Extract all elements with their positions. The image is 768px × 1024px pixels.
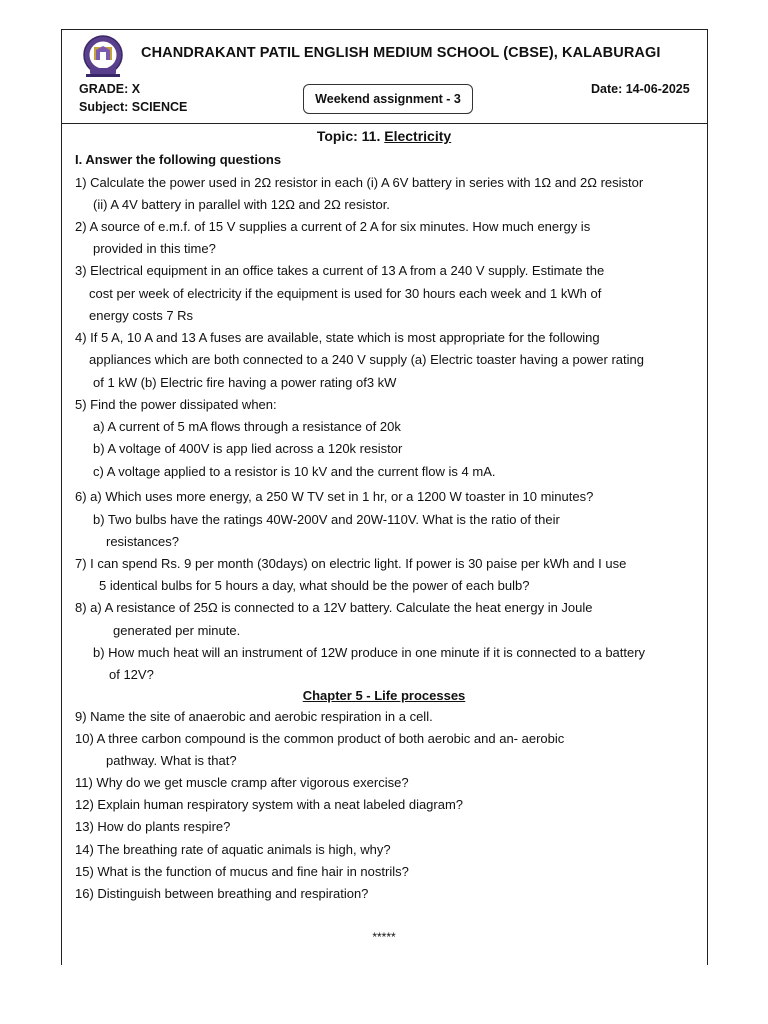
page-border-left [61, 29, 62, 965]
question-line: 2) A source of e.m.f. of 15 V supplies a current of 2 A for six minutes. How much energy is [75, 219, 591, 234]
topic-name: Electricity [384, 128, 452, 144]
question-line: 6) a) Which uses more energy, a 250 W TV set in 1 hr, or a 1200 W toaster in 10 minutes? [75, 489, 594, 504]
question-line: 16) Distinguish between breathing and respiration? [75, 886, 369, 901]
question-line: of 12V? [109, 667, 154, 682]
chapter-title: Chapter 5 - Life processes [302, 688, 466, 703]
question-line: a) A current of 5 mA flows through a resistance of 20k [93, 419, 401, 434]
question-line: 3) Electrical equipment in an office takes a current of 13 A from a 240 V supply. Estimate the [75, 263, 605, 278]
header-divider [61, 123, 707, 124]
question-line: 9) Name the site of anaerobic and aerobic respiration in a cell. [75, 709, 433, 724]
question-line: generated per minute. [113, 623, 241, 638]
question-line: b) A voltage of 400V is app lied across a 120k resistor [93, 441, 403, 456]
question-line: 15) What is the function of mucus and fine hair in nostrils? [75, 864, 409, 879]
chapter-heading [0, 688, 768, 704]
question-line: pathway. What is that? [106, 753, 237, 768]
assignment-title-box [303, 84, 473, 114]
subject-label: Subject: SCIENCE [79, 100, 188, 114]
question-line: 13) How do plants respire? [75, 819, 231, 834]
question-line: 5) Find the power dissipated when: [75, 397, 277, 412]
page-border-right [707, 29, 708, 965]
question-line: energy costs 7 Rs [89, 308, 194, 323]
date-label: Date: 14-06-2025 [591, 82, 690, 96]
question-line: b) Two bulbs have the ratings 40W-200V and 20W-110V. What is the ratio of their [93, 512, 560, 527]
school-name: CHANDRAKANT PATIL ENGLISH MEDIUM SCHOOL (CBSE), KALABURAGI [141, 45, 661, 61]
question-line: appliances which are both connected to a 240 V supply (a) Electric toaster having a power rating [89, 352, 644, 367]
question-line: 11) Why do we get muscle cramp after vigorous exercise? [75, 775, 409, 790]
topic-heading [0, 128, 768, 144]
school-crest-icon [80, 34, 126, 80]
question-line: (ii) A 4V battery in parallel with 12Ω and 2Ω resistor. [93, 197, 390, 212]
question-line: 10) A three carbon compound is the common product of both aerobic and an- aerobic [75, 731, 565, 746]
question-line: cost per week of electricity if the equipment is used for 30 hours each week and 1 kWh of [89, 286, 602, 301]
topic-prefix: Topic: 11. [316, 128, 385, 144]
question-line: 8) a) A resistance of 25Ω is connected to a 12V battery. Calculate the heat energy in Joule [75, 600, 593, 615]
grade-label: GRADE: X [79, 82, 141, 96]
question-line: b) How much heat will an instrument of 12W produce in one minute if it is connected to a battery [93, 645, 646, 660]
assignment-title: Weekend assignment - 3 [315, 92, 461, 106]
question-line: of 1 kW (b) Electric fire having a power rating of3 kW [93, 375, 397, 390]
question-line: 12) Explain human respiratory system with a neat labeled diagram? [75, 797, 464, 812]
question-line: 4) If 5 A, 10 A and 13 A fuses are available, state which is most appropriate for the following [75, 330, 600, 345]
question-line: 1) Calculate the power used in 2Ω resistor in each (i) A 6V battery in series with 1Ω and 2Ω resistor [75, 175, 644, 190]
question-line: 5 identical bulbs for 5 hours a day, what should be the power of each bulb? [99, 578, 530, 593]
page-border-top [61, 29, 707, 30]
question-line: 7) I can spend Rs. 9 per month (30days) on electric light. If power is 30 paise per kWh and I use [75, 556, 627, 571]
section-heading: I. Answer the following questions [75, 152, 282, 167]
question-line: 14) The breathing rate of aquatic animals is high, why? [75, 842, 391, 857]
question-line: c) A voltage applied to a resistor is 10 kV and the current flow is 4 mA. [93, 464, 496, 479]
end-marker: ***** [372, 930, 396, 944]
question-line: provided in this time? [93, 241, 216, 256]
question-line: resistances? [106, 534, 179, 549]
